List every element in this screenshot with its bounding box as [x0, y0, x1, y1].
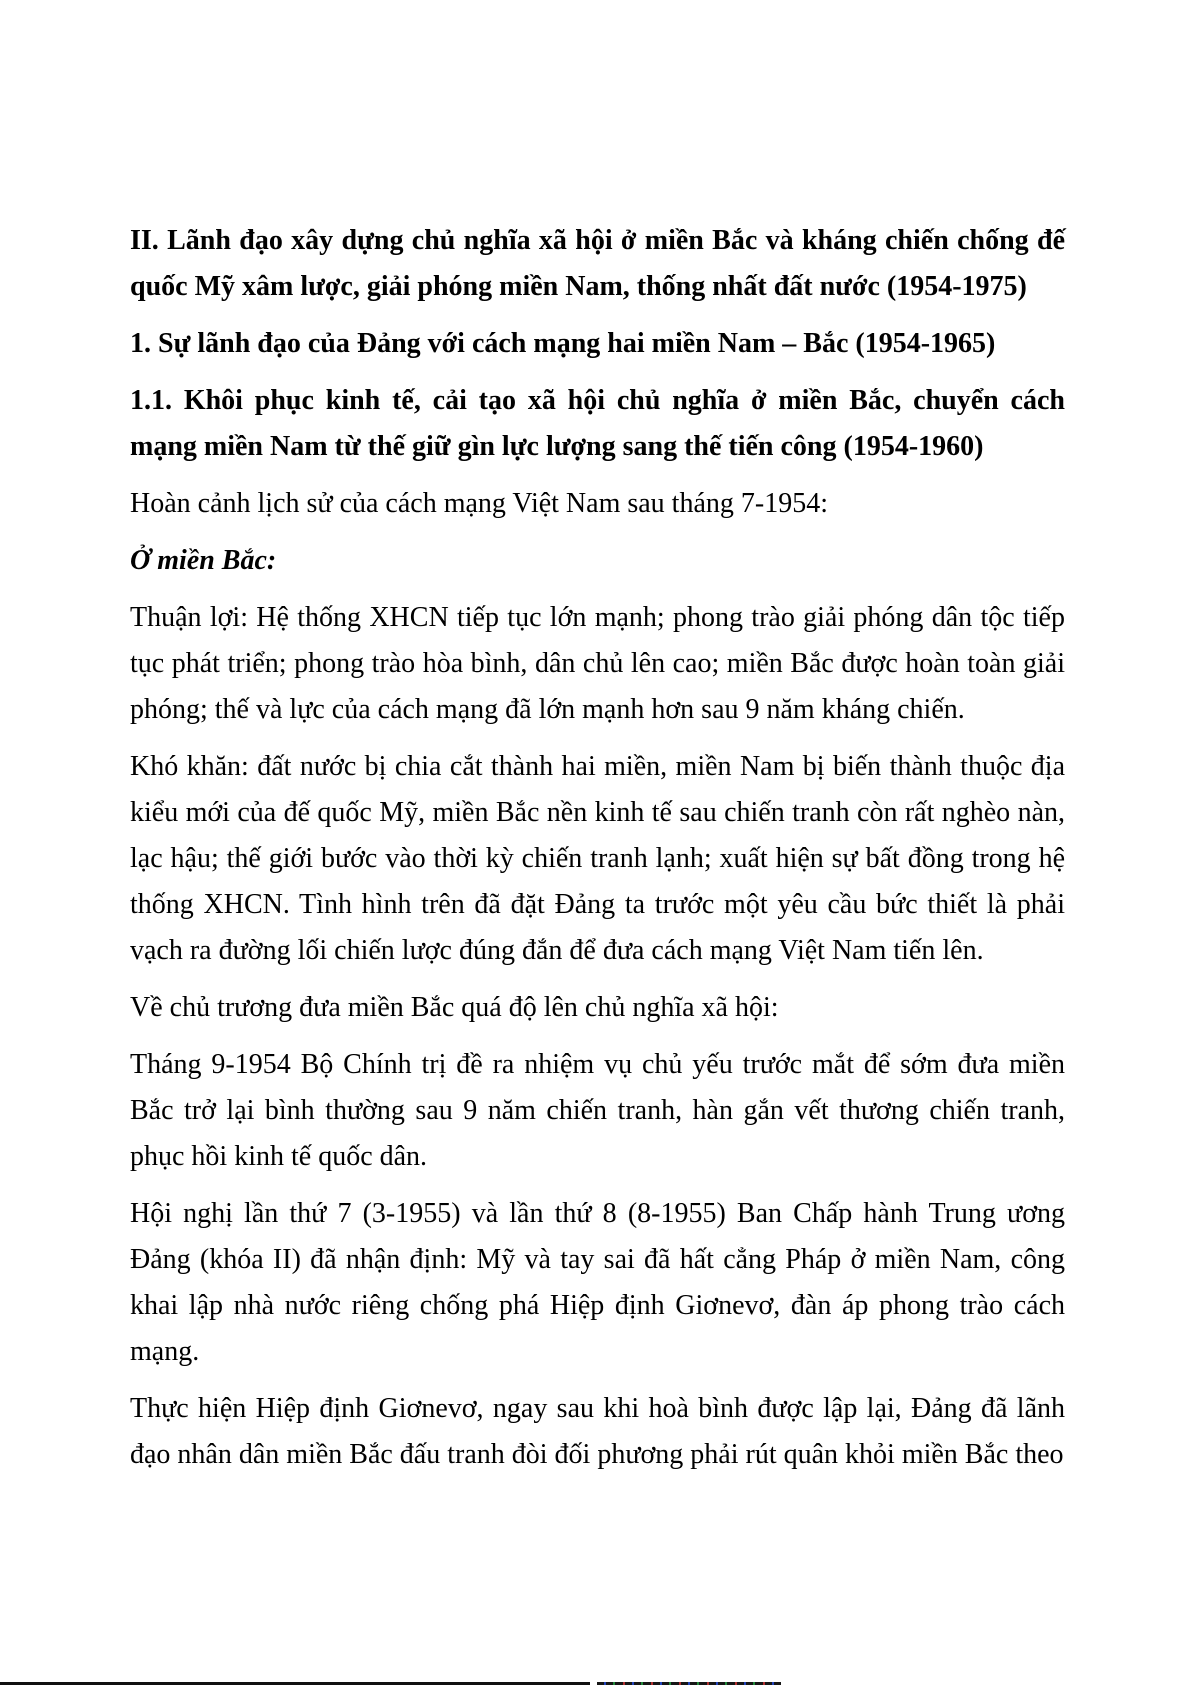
paragraph-ve-chu-truong: Về chủ trương đưa miền Bắc quá độ lên chủ nghĩa xã hội: [130, 992, 779, 1023]
paragraph-context-intro: Hoàn cảnh lịch sử của cách mạng Việt Nam sau tháng 7-1954: [130, 488, 828, 519]
run-in-heading-o-mien-bac: Ở miền Bắc: [130, 545, 277, 576]
document-body [130, 218, 1065, 1489]
paragraph-thang-9-1954: Tháng 9-1954 Bộ Chính trị đề ra nhiệm vụ chủ yếu trước mắt để sớm đưa miền Bắc trở lại bình thường sau 9 năm chiến tranh, hàn gắn vết thương chiến tranh, phục hồi kinh tế quốc dân. [130, 1049, 1065, 1172]
paragraph-kho-khan: Khó khăn: đất nước bị chia cắt thành hai miền, miền Nam bị biến thành thuộc địa kiểu mới của đế quốc Mỹ, miền Bắc nền kinh tế sau chiến tranh còn rất nghèo nàn, lạc hậu; thế giới bước vào thời kỳ chiến tranh lạnh; xuất hiện sự bất đồng trong hệ thống XHCN. Tình hình trên đã đặt Đảng ta trước một yêu cầu bức thiết là phải vạch ra đường lối chiến lược đúng đắn để đưa cách mạng Việt Nam tiến lên. [130, 751, 1065, 966]
section-heading-ii: II. Lãnh đạo xây dựng chủ nghĩa xã hội ở miền Bắc và kháng chiến chống đế quốc Mỹ xâm lược, giải phóng miền Nam, thống nhất đất nước (1954-1975) [130, 225, 1065, 302]
subsection-heading-1: 1. Sự lãnh đạo của Đảng với cách mạng hai miền Nam – Bắc (1954-1965) [130, 328, 996, 359]
paragraph-hoi-nghi: Hội nghị lần thứ 7 (3-1955) và lần thứ 8 (8-1955) Ban Chấp hành Trung ương Đảng (khóa II) đã nhận định: Mỹ và tay sai đã hất cẳng Pháp ở miền Nam, công khai lập nhà nước riêng chống phá Hiệp định Giơnevơ, đàn áp phong trào cách mạng. [130, 1198, 1065, 1367]
subsection-heading-1-1: 1.1. Khôi phục kinh tế, cải tạo xã hội chủ nghĩa ở miền Bắc, chuyển cách mạng miền Nam từ thế giữ gìn lực lượng sang thế tiến công (1954-1960) [130, 385, 1065, 462]
paragraph-thuc-hien-hiep-dinh: Thực hiện Hiệp định Giơnevơ, ngay sau khi hoà bình được lập lại, Đảng đã lãnh đạo nhân dân miền Bắc đấu tranh đòi đối phương phải rút quân khỏi miền Bắc theo [130, 1393, 1065, 1470]
paragraph-thuan-loi: Thuận lợi: Hệ thống XHCN tiếp tục lớn mạnh; phong trào giải phóng dân tộc tiếp tục phát triển; phong trào hòa bình, dân chủ lên cao; miền Bắc được hoàn toàn giải phóng; thế và lực của cách mạng đã lớn mạnh hơn sau 9 năm kháng chiến. [130, 602, 1065, 725]
